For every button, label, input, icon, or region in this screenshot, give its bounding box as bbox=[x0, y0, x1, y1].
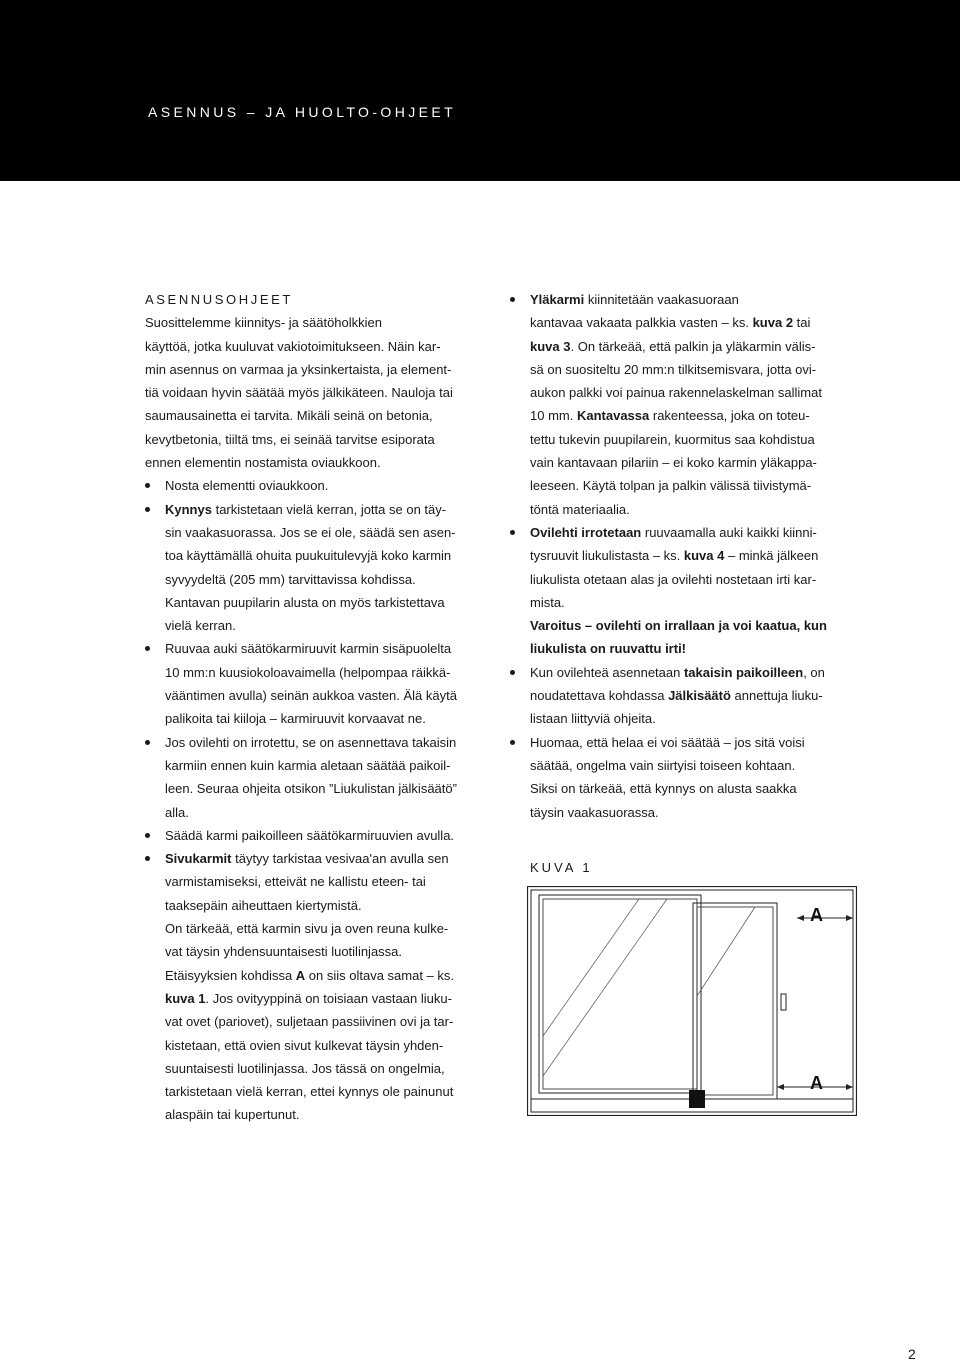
list-item bbox=[145, 474, 500, 497]
text-line: vat täysin yhdensuuntaisesti luotilinjassa. bbox=[165, 944, 403, 960]
text-span: . Jos ovityyppinä on toisiaan vastaan liuku- bbox=[205, 990, 452, 1006]
figure-caption: KUVA 1 bbox=[530, 860, 593, 875]
text-line bbox=[530, 404, 855, 427]
page-number: 2 bbox=[908, 1346, 916, 1362]
text-line: tettu tukevin puupilarein, kuormitus saa kohdistua bbox=[530, 431, 815, 447]
text-line: täysin vaakasuorassa. bbox=[530, 804, 659, 820]
text-line: kevytbetonia, tiiltä tms, ei seinää tarvitse esiporata bbox=[145, 431, 435, 447]
text-line bbox=[530, 684, 855, 707]
list-item bbox=[145, 824, 500, 847]
text-line: säätää, ongelma vain siirtyisi toiseen kohtaan. bbox=[530, 757, 796, 773]
text-span: 10 mm. bbox=[530, 408, 577, 424]
text-line: suuntaisesti luotilinjassa. Jos tässä on ongelmia, bbox=[165, 1060, 445, 1076]
bold-term: Yläkarmi bbox=[530, 292, 585, 307]
text-line: vielä kerran. bbox=[165, 618, 236, 634]
text-span: tysruuvit liukulistasta – ks. bbox=[530, 548, 684, 564]
text-line: sä on suositeltu 20 mm:n tilkitsemisvara, jotta ovi- bbox=[530, 361, 817, 377]
text-line: On tärkeää, että karmin sivu ja oven reuna kulke- bbox=[165, 921, 449, 937]
measure-label-bottom: A bbox=[810, 1073, 823, 1093]
instruction-list bbox=[510, 288, 855, 824]
text-line bbox=[530, 521, 855, 544]
bold-term: A bbox=[295, 967, 306, 983]
text-line bbox=[530, 335, 855, 358]
text-span: kiinnitetään vaakasuoraan bbox=[584, 292, 739, 307]
list-item bbox=[145, 498, 500, 638]
outer-frame bbox=[528, 887, 857, 1116]
text-span: tarkistetaan vielä kerran, jotta se on täy- bbox=[211, 501, 447, 517]
text-span: kantavaa vakaata palkkia vasten – ks. bbox=[530, 315, 753, 331]
text-line: varmistamiseksi, etteivät ne kallistu eteen- tai bbox=[165, 874, 426, 890]
figure-reference: kuva 1 bbox=[165, 990, 206, 1006]
text-line: Jos ovilehti on irrotettu, se on asennettava takaisin bbox=[165, 734, 457, 750]
text-line: käyttöä, jotka kuuluvat vakiotoimitukseen. Näin kar- bbox=[145, 338, 441, 354]
text-line: leen. Seuraa ohjeita otsikon ”Liukulistan jälkisäätö” bbox=[165, 781, 457, 797]
text-line bbox=[165, 964, 500, 987]
text-span: on siis oltava samat – ks. bbox=[305, 967, 455, 983]
text-span: noudatettava kohdassa bbox=[530, 688, 669, 704]
header-band bbox=[0, 0, 960, 181]
text-line: leeseen. Käytä tolpan ja palkin välissä tiivistymä- bbox=[530, 478, 812, 494]
text-span: ruuvaamalla auki kaikki kiinni- bbox=[641, 524, 817, 540]
text-line: vain kantavaan pilariin – ei koko karmin yläkappa- bbox=[530, 455, 817, 471]
text-line bbox=[530, 661, 855, 684]
text-line: vat ovet (pariovet), suljetaan passiivinen ovi ja tar- bbox=[165, 1014, 454, 1030]
text-line: Siksi on tärkeää, että kynnys on alusta saakka bbox=[530, 781, 797, 797]
door-bottom-block bbox=[689, 1090, 705, 1108]
figure-reference: kuva 4 bbox=[683, 548, 725, 564]
left-column bbox=[145, 288, 500, 1127]
warning-line: Varoitus – ovilehti on irrallaan ja voi kaatua, kun bbox=[530, 618, 827, 634]
right-column bbox=[510, 288, 855, 824]
instruction-list bbox=[145, 474, 500, 1126]
figure-reference: kuva 2 bbox=[752, 315, 794, 331]
text-line: alla. bbox=[165, 804, 189, 820]
text-line: taaksepäin aiheuttaen kiertymistä. bbox=[165, 897, 362, 913]
text-line bbox=[530, 288, 855, 311]
bold-term: Kynnys bbox=[165, 501, 212, 517]
figure-reference: kuva 3 bbox=[530, 338, 571, 354]
text-line bbox=[530, 544, 855, 567]
list-item bbox=[145, 637, 500, 730]
text-line: Huomaa, että helaa ei voi säätää – jos sitä voisi bbox=[530, 734, 805, 750]
text-span: Kun ovilehteä asennetaan bbox=[530, 664, 684, 680]
page-title: ASENNUS – JA HUOLTO-OHJEET bbox=[148, 104, 457, 120]
text-line: Nosta elementti oviaukkoon. bbox=[165, 478, 329, 494]
text-span: annettuja liuku- bbox=[730, 688, 823, 704]
text-line: listaan liittyviä ohjeita. bbox=[530, 711, 656, 727]
text-line: syvyydeltä (205 mm) tarvittavissa kohdissa. bbox=[165, 571, 416, 587]
door-diagram bbox=[527, 886, 857, 1116]
list-item bbox=[145, 847, 500, 1127]
text-line: saumausainetta ei tarvita. Mikäli seinä on betonia, bbox=[145, 408, 433, 424]
text-line bbox=[530, 311, 855, 334]
intro-paragraph bbox=[145, 311, 500, 474]
text-line: kistetaan, että ovien sivut kulkevat täysin yhden- bbox=[165, 1037, 444, 1053]
text-line bbox=[165, 498, 500, 521]
text-line: toa käyttämällä ohuita puukuitulevyjä koko karmin bbox=[165, 548, 452, 564]
text-line: Säädä karmi paikoilleen säätökarmiruuvien avulla. bbox=[165, 827, 455, 843]
section-heading: ASENNUSOHJEET bbox=[145, 292, 293, 307]
list-item bbox=[145, 731, 500, 824]
text-line: Kantavan puupilarin alusta on myös tarkistettava bbox=[165, 594, 445, 610]
bold-term: Sivukarmit bbox=[165, 851, 232, 867]
text-span: tai bbox=[793, 315, 811, 331]
bold-term: takaisin paikoilleen bbox=[683, 664, 804, 680]
text-span: rakenteessa, joka on toteu- bbox=[649, 408, 810, 424]
warning-line: liukulista on ruuvattu irti! bbox=[530, 641, 687, 657]
text-line: sin vaakasuorassa. Jos se ei ole, säädä sen asen- bbox=[165, 524, 456, 540]
bold-term: Kantavassa bbox=[576, 408, 650, 424]
door-handle bbox=[781, 994, 786, 1010]
text-span: – minkä jälkeen bbox=[724, 548, 819, 564]
text-line: 10 mm:n kuusiokoloavaimella (helpompaa räikkä- bbox=[165, 664, 451, 680]
text-line: töntä materiaalia. bbox=[530, 501, 630, 517]
list-item bbox=[510, 731, 855, 824]
text-line: min asennus on varmaa ja yksinkertaista, ja element- bbox=[145, 361, 452, 377]
text-line: tiä voidaan hyvin säätää myös jälkikäteen. Nauloja tai bbox=[145, 385, 453, 401]
text-span: . On tärkeää, että palkin ja yläkarmin välis- bbox=[570, 338, 816, 354]
text-line: karmiin ennen kuin karmia aletaan säätää paikoil- bbox=[165, 757, 451, 773]
list-item bbox=[510, 288, 855, 521]
text-line: liukulista otetaan alas ja ovilehti nostetaan irti kar- bbox=[530, 571, 817, 587]
text-line bbox=[165, 987, 500, 1010]
measure-label-top: A bbox=[810, 905, 823, 925]
text-line: palikoita tai kiiloja – karmiruuvit korvaavat ne. bbox=[165, 711, 426, 727]
text-line: vääntimen avulla) seinän aukkoa vasten. Älä käytä bbox=[165, 688, 457, 704]
text-line bbox=[165, 847, 500, 870]
text-span: täytyy tarkistaa vesivaa'an avulla sen bbox=[231, 851, 449, 867]
bold-term: Jälkisäätö bbox=[668, 688, 731, 704]
text-line: aukon palkki voi painua rakennelaskelman sallimat bbox=[530, 385, 822, 401]
list-item bbox=[510, 521, 855, 661]
text-line: tarkistetaan vielä kerran, ettei kynnys ole painunut bbox=[165, 1084, 454, 1100]
text-span: , on bbox=[803, 664, 825, 680]
text-line: Suosittelemme kiinnitys- ja säätöholkkien bbox=[145, 315, 382, 331]
text-span: Etäisyyksien kohdissa bbox=[165, 967, 296, 983]
text-line: mista. bbox=[530, 594, 565, 610]
text-line: alaspäin tai kupertunut. bbox=[165, 1107, 300, 1123]
list-item bbox=[510, 661, 855, 731]
text-line: ennen elementin nostamista oviaukkoon. bbox=[145, 455, 381, 471]
text-line: Ruuvaa auki säätökarmiruuvit karmin sisäpuolelta bbox=[165, 641, 452, 657]
bold-term: Ovilehti irrotetaan bbox=[530, 524, 642, 540]
